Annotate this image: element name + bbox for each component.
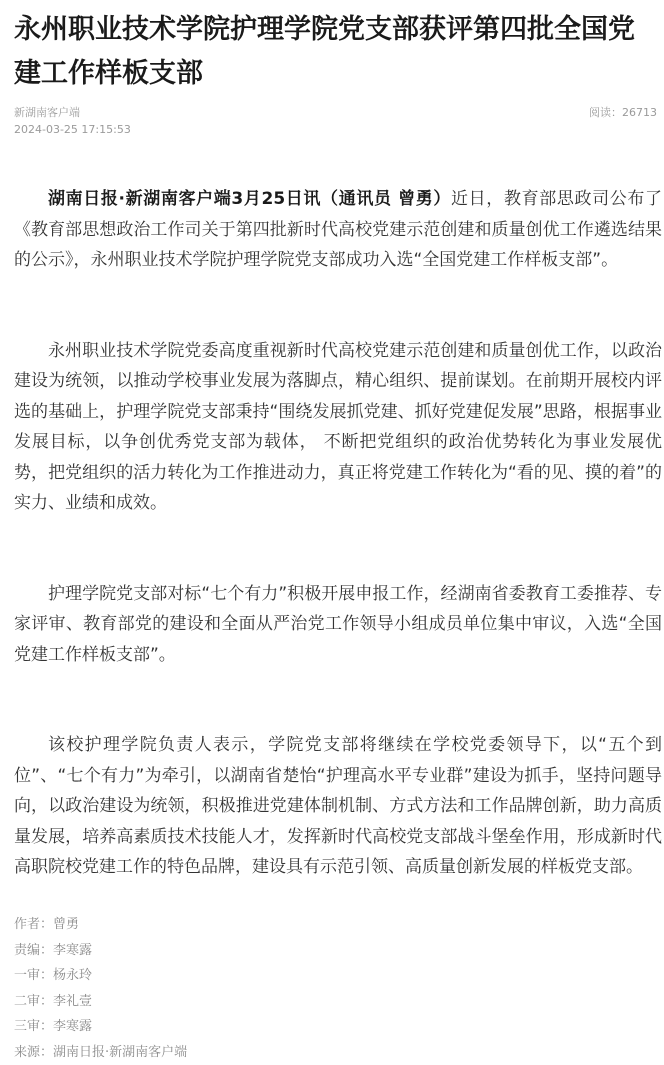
credit-review-1 (14, 963, 187, 989)
credit-value: 曾勇 (53, 917, 79, 932)
article-meta (14, 104, 131, 138)
credit-label: 一审： (14, 968, 53, 983)
article-datetime: 2024-03-25 17:15:53 (14, 121, 131, 138)
credit-editor (14, 938, 187, 964)
body-paragraph: 护理学院党支部对标“七个有力”积极开展申报工作，经湖南省委教育工委推荐、专家评审、教育部党的建设和全面从严治党工作领导小组成员单位集中审议，入选“全国党建工作样板支部”。 (14, 579, 662, 671)
credit-label: 二审： (14, 994, 53, 1009)
credit-label: 责编： (14, 943, 53, 958)
credit-label: 来源： (14, 1045, 53, 1060)
credit-value: 杨永玲 (53, 968, 92, 983)
credit-value: 湖南日报·新湖南客户端 (53, 1045, 187, 1060)
credit-review-2 (14, 989, 187, 1015)
credit-value: 李寒露 (53, 1019, 92, 1034)
article-body (14, 184, 662, 943)
body-paragraph: 永州职业技术学院党委高度重视新时代高校党建示范创建和质量创优工作，以政治建设为统领，以推动学校事业发展为落脚点，精心组织、提前谋划。在前期开展校内评选的基础上，护理学院党支部秉持“围绕发展抓党建、抓好党建促发展”思路，根据事业发展目标，以争创优秀党支部为载体， 不断把党组织的政治优势转化为事业发展优势，把党组织的活力转化为工作推进动力，真正将党建工作转化为“看的见、摸的着”的实力、业绩和成效。 (14, 336, 662, 519)
credit-source (14, 1040, 187, 1065)
body-paragraph: 该校护理学院负责人表示，学院党支部将继续在学校党委领导下，以“五个到位”、“七个有力”为牵引，以湖南省楚怡“护理高水平专业群”建设为抓手，坚持问题导向，以政治建设为统领，积极推进党建体制机制、方式方法和工作品牌创新，助力高质量发展，培养高素质技术技能人才，发挥新时代高校党支部战斗堡垒作用，形成新时代高职院校党建工作的特色品牌，建设具有示范引领、高质量创新发展的样板党支部。 (14, 730, 662, 883)
credit-review-3 (14, 1014, 187, 1040)
read-count-value: 26713 (622, 106, 657, 119)
lead-text: 近日，教育部思政司公布了《教育部思想政治工作司关于第四批新时代高校党建示范创建和质量创优工作遴选结果的公示》，永州职业技术学院护理学院党支部成功入选“全国党建工作样板支部”。 (14, 189, 662, 270)
credits-list (14, 912, 187, 1065)
credit-author (14, 912, 187, 938)
article-source: 新湖南客户端 (14, 104, 131, 121)
credit-label: 三审： (14, 1019, 53, 1034)
credit-value: 李礼壹 (53, 994, 92, 1009)
lead-dateline: 湖南日报·新湖南客户端3月25日讯（通讯员 曾勇） (48, 189, 451, 209)
read-count (589, 104, 657, 121)
credit-label: 作者： (14, 917, 53, 932)
lead-paragraph (14, 184, 662, 276)
credit-value: 李寒露 (53, 943, 92, 958)
article-title: 永州职业技术学院护理学院党支部获评第四批全国党建工作样板支部 (14, 8, 654, 96)
read-count-label: 阅读： (589, 106, 622, 119)
